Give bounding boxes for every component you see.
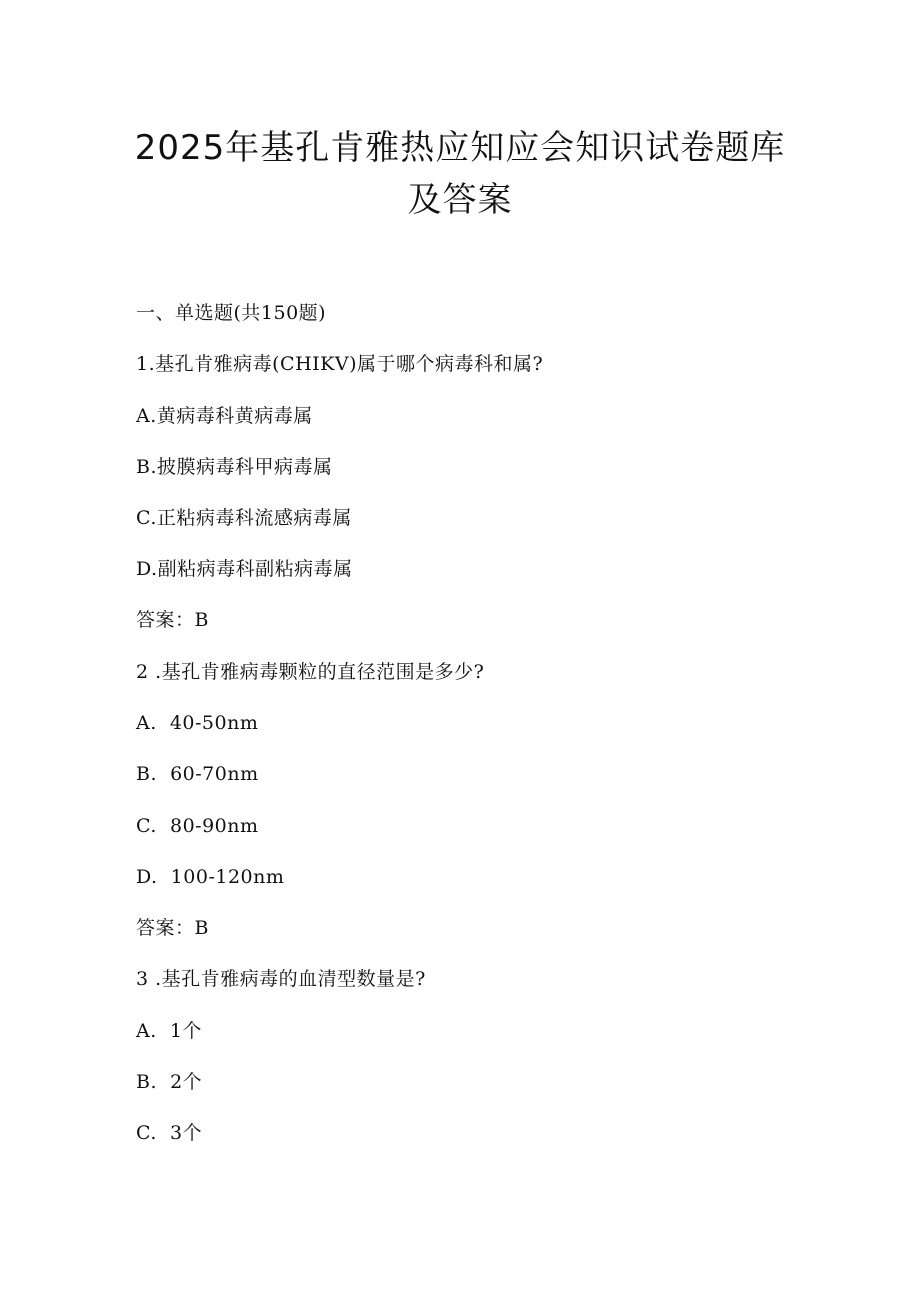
question-1-option-c: C.正粘病毒科流感病毒属 xyxy=(136,507,352,529)
document-title-line-2: 及答案 xyxy=(407,180,513,220)
question-2-stem: 2 .基孔肯雅病毒颗粒的直径范围是多少? xyxy=(136,661,485,683)
question-1-option-b: B.披膜病毒科甲病毒属 xyxy=(136,456,333,478)
document-title-line-1: 2025年基孔肯雅热应知应会知识试卷题库 xyxy=(134,128,786,168)
question-2-answer: 答案：B xyxy=(136,917,209,939)
question-1-option-d: D.副粘病毒科副粘病毒属 xyxy=(136,558,353,580)
question-3-option-c: C. 3个 xyxy=(136,1122,203,1144)
question-2-option-d: D. 100-120nm xyxy=(136,866,285,888)
question-3-option-b: B. 2个 xyxy=(136,1071,203,1093)
question-3-stem: 3 .基孔肯雅病毒的血清型数量是? xyxy=(136,968,426,990)
question-2-option-a: A. 40-50nm xyxy=(136,712,259,734)
section-heading: 一、单选题(共150题) xyxy=(136,302,327,324)
question-3-option-a: A. 1个 xyxy=(136,1020,202,1042)
question-2-option-b: B. 60-70nm xyxy=(136,763,259,785)
question-1-answer: 答案：B xyxy=(136,609,209,631)
question-2-option-c: C. 80-90nm xyxy=(136,815,259,837)
question-1-stem: 1.基孔肯雅病毒(CHIKV)属于哪个病毒科和属? xyxy=(136,353,544,375)
question-1-option-a: A.黄病毒科黄病毒属 xyxy=(136,405,313,427)
